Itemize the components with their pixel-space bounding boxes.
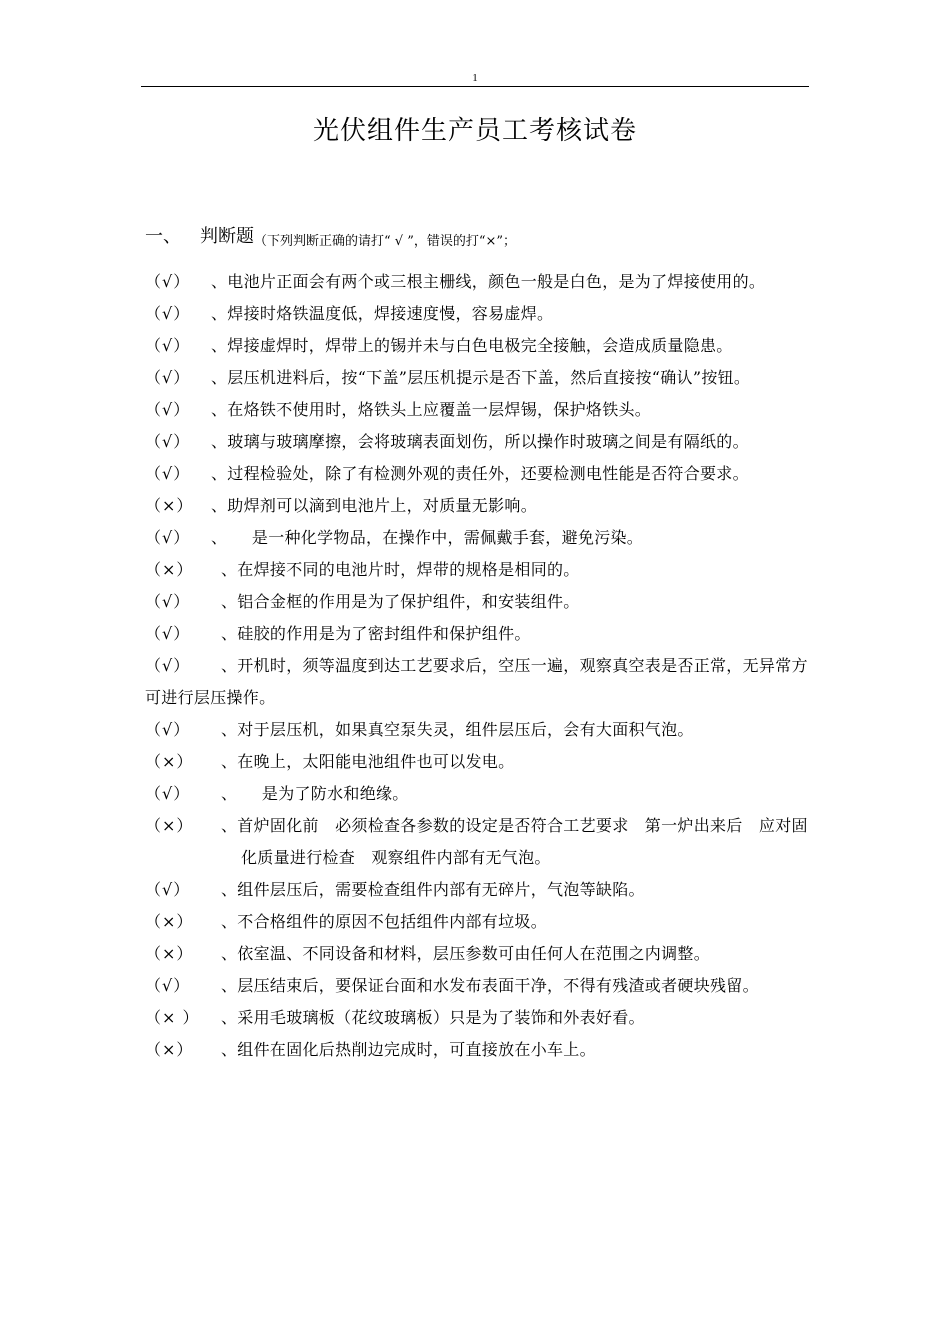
question-item (145, 810, 809, 874)
question-text: 、助焊剂可以滴到电池片上，对质量无影响。 (211, 496, 538, 515)
question-text: 、层压结束后，要保证台面和水发布表面干净，不得有残渣或者硬块残留。 (221, 976, 759, 995)
section-numeral: 一、 (145, 226, 181, 247)
question-item (145, 586, 809, 618)
question-item (145, 650, 809, 714)
answer-mark: （×） (145, 496, 194, 515)
answer-mark: （×） (145, 816, 194, 835)
answer-mark: （√） (145, 656, 191, 675)
section-instruction: （下列判断正确的请打“ √ ”，错误的打“×”； (254, 234, 517, 249)
answer-mark: （√） (145, 976, 191, 995)
question-text: 、在焊接不同的电池片时，焊带的规格是相同的。 (221, 560, 580, 579)
answer-mark: （√） (145, 272, 191, 291)
answer-mark: （× ） (145, 1008, 200, 1027)
question-item (145, 426, 809, 458)
question-item (145, 714, 809, 746)
question-list (145, 266, 809, 1066)
question-item (145, 298, 809, 330)
question-item (145, 1034, 809, 1066)
question-item (145, 330, 809, 362)
section-heading (145, 224, 516, 252)
question-text: 、在晚上，太阳能电池组件也可以发电。 (221, 752, 515, 771)
question-text: 、开机时，须等温度到达工艺要求后，空压一遍，观察真空表是否正常，无异常方可进行层压操作。 (145, 656, 808, 707)
question-text: 、采用毛玻璃板（花纹玻璃板）只是为了装饰和外表好看。 (221, 1008, 645, 1027)
question-text: 、在烙铁不使用时，烙铁头上应覆盖一层焊锡，保护烙铁头。 (211, 400, 652, 419)
question-item (145, 938, 809, 970)
question-text: 、不合格组件的原因不包括组件内部有垃圾。 (221, 912, 548, 931)
answer-mark: （√） (145, 400, 191, 419)
question-text: 、组件在固化后热削边完成时，可直接放在小车上。 (221, 1040, 596, 1059)
answer-mark: （×） (145, 752, 194, 771)
question-item (145, 746, 809, 778)
question-text: 、组件层压后，需要检查组件内部有无碎片，气泡等缺陷。 (221, 880, 645, 899)
question-item (145, 362, 809, 394)
question-item (145, 522, 809, 554)
question-item (145, 554, 809, 586)
answer-mark: （×） (145, 944, 194, 963)
question-item (145, 874, 809, 906)
answer-mark: （√） (145, 304, 191, 323)
page-title: 光伏组件生产员工考核试卷 (312, 116, 637, 146)
question-item (145, 490, 809, 522)
answer-mark: （√） (145, 432, 191, 451)
question-text: 、焊接时烙铁温度低，焊接速度慢，容易虚焊。 (211, 304, 554, 323)
answer-mark: （×） (145, 1040, 194, 1059)
question-text: 、层压机进料后，按“下盖”层压机提示是否下盖，然后直接按“确认”按钮。 (211, 368, 751, 387)
question-text: 、对于层压机，如果真空泵失灵，组件层压后，会有大面积气泡。 (221, 720, 694, 739)
question-item (145, 906, 809, 938)
question-text: 、 是为了防水和绝缘。 (221, 784, 409, 803)
answer-mark: （×） (145, 912, 194, 931)
question-text: 、 是一种化学物品，在操作中，需佩戴手套，避免污染。 (211, 528, 644, 547)
question-item (145, 778, 809, 810)
answer-mark: （√） (145, 624, 191, 643)
question-text: 、硅胶的作用是为了密封组件和保护组件。 (221, 624, 531, 643)
answer-mark: （×） (145, 560, 194, 579)
answer-mark: （√） (145, 336, 191, 355)
header-rule (141, 86, 809, 87)
answer-mark: （√） (145, 880, 191, 899)
answer-mark: （√） (145, 368, 191, 387)
answer-mark: （√） (145, 528, 191, 547)
question-item (145, 266, 809, 298)
question-text: 、过程检验处，除了有检测外观的责任外，还要检测电性能是否符合要求。 (211, 464, 749, 483)
section-title: 判断题 (200, 226, 254, 247)
question-item (145, 394, 809, 426)
question-text: 、焊接虚焊时，焊带上的锡并未与白色电极完全接触，会造成质量隐患。 (211, 336, 733, 355)
question-text: 、玻璃与玻璃摩擦，会将玻璃表面划伤，所以操作时玻璃之间是有隔纸的。 (211, 432, 749, 451)
question-text: 、铝合金框的作用是为了保护组件，和安装组件。 (221, 592, 580, 611)
question-item (145, 618, 809, 650)
answer-mark: （√） (145, 464, 191, 483)
answer-mark: （√） (145, 720, 191, 739)
question-text: 、首炉固化前 必须检查各参数的设定是否符合工艺要求 第一炉出来后 应对固化质量进行检查 观察组件内部有无气泡。 (221, 816, 808, 867)
question-item (145, 970, 809, 1002)
page-number: 1 (472, 72, 478, 84)
answer-mark: （√） (145, 592, 191, 611)
answer-mark: （√） (145, 784, 191, 803)
question-text: 、电池片正面会有两个或三根主栅线，颜色一般是白色，是为了焊接使用的。 (211, 272, 766, 291)
question-text: 、依室温、不同设备和材料，层压参数可由任何人在范围之内调整。 (221, 944, 711, 963)
question-item (145, 458, 809, 490)
question-item (145, 1002, 809, 1034)
